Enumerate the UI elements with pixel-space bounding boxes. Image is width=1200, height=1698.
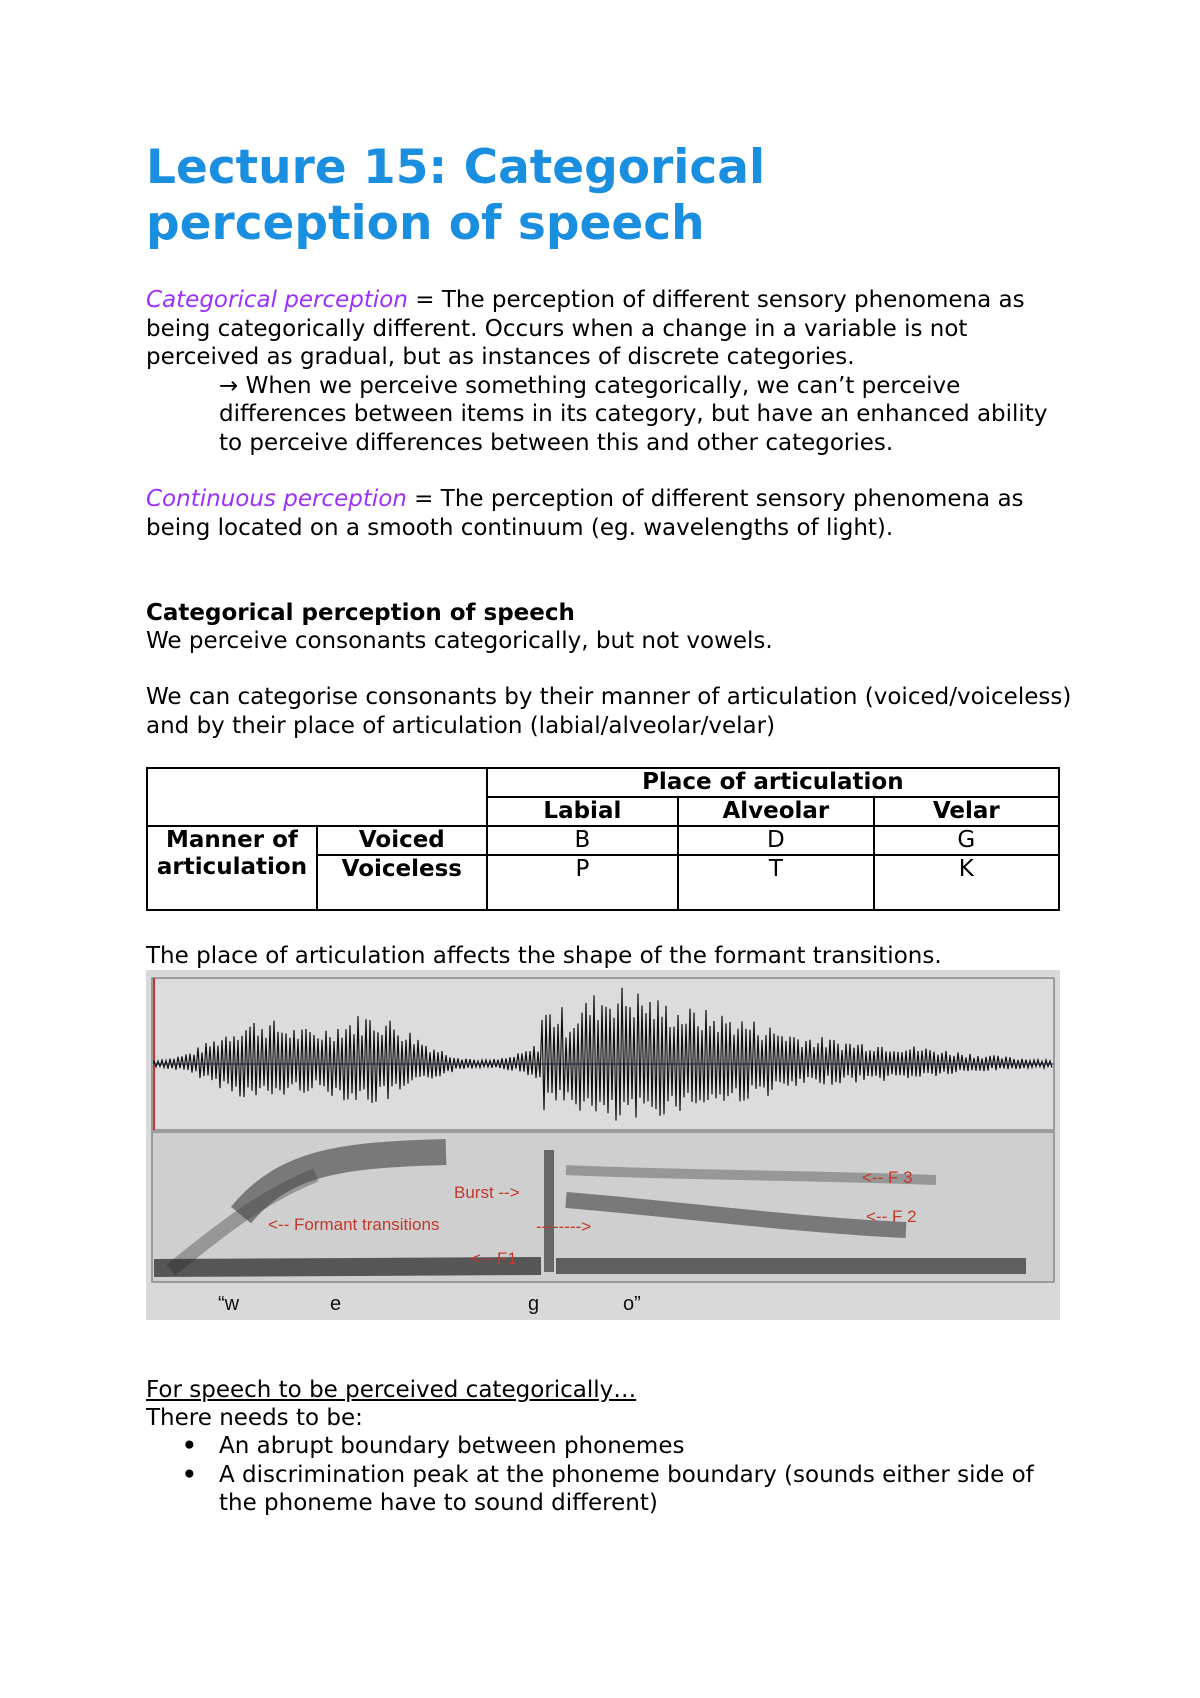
word-label: e	[330, 1293, 342, 1315]
figure-caption: The place of articulation affects the shape of the formant transitions.	[146, 943, 942, 969]
categorical-note	[146, 372, 1076, 458]
burst-bar	[544, 1150, 554, 1272]
word-label: o”	[623, 1293, 641, 1315]
column-header: Labial	[487, 797, 678, 826]
table-cell: D	[678, 826, 874, 855]
list-item: • An abrupt boundary between phonemes	[146, 1432, 1076, 1461]
categorical-note-text: When we perceive something categorically, we can’t perceive differences between items in its category, but have an enhanced ability to perceive differences between this and other categories.	[219, 372, 1048, 456]
row-label: Voiceless	[317, 855, 487, 910]
speech-spectrogram-figure	[146, 970, 1060, 1320]
word-label: g	[528, 1293, 540, 1315]
section-heading: Categorical perception of speech	[146, 600, 575, 626]
continuous-definition	[146, 485, 1076, 542]
categorical-definition	[146, 286, 1076, 457]
f1-label: <-- F1	[471, 1249, 517, 1268]
requirements-intro: There needs to be:	[146, 1405, 363, 1431]
formant-transitions-label: <-- Formant transitions	[268, 1215, 440, 1234]
table-cell: B	[487, 826, 678, 855]
table-cell: P	[487, 855, 678, 910]
arrow-icon: →	[219, 372, 239, 399]
word-label: “w	[218, 1293, 240, 1315]
table-row	[147, 768, 1059, 797]
f3-label: <-- F 3	[862, 1168, 913, 1187]
table-cell: K	[874, 855, 1059, 910]
formant-transitions-arrow: -------->	[536, 1217, 592, 1236]
list-item: • A discrimination peak at the phoneme boundary (sounds either side of the phoneme have to sound different)	[146, 1461, 1076, 1518]
burst-label: Burst -->	[454, 1183, 520, 1202]
continuous-term: Continuous perception	[146, 486, 407, 512]
categorical-term: Categorical perception	[146, 287, 408, 313]
categorical-definition-text: = The perception of different sensory phenomena as being categorically different. Occurs when a change in a variable is not perceived as gradual, but as instances of discrete categories.	[146, 287, 1025, 370]
requirements-list	[146, 1432, 1076, 1518]
manner-header: Manner of articulation	[147, 826, 317, 910]
requirements-heading: For speech to be perceived categorically…	[146, 1377, 637, 1403]
table-cell: G	[874, 826, 1059, 855]
articulation-table	[146, 767, 1060, 911]
spectrogram-graphic	[146, 970, 1060, 1320]
title-line-1: Lecture 15: Categorical	[146, 140, 766, 195]
column-header: Alveolar	[678, 797, 874, 826]
table-cell: T	[678, 855, 874, 910]
section-paragraph: We can categorise consonants by their manner of articulation (voiced/voiceless) and by their place of articulation (labial/alveolar/velar)	[146, 684, 1072, 739]
place-header: Place of articulation	[487, 768, 1059, 797]
continuous-definition-text: = The perception of different sensory phenomena as being located on a smooth continuum (eg. wavelengths of light).	[146, 486, 1024, 541]
section-line: We perceive consonants categorically, but not vowels.	[146, 628, 773, 654]
page-title	[146, 140, 765, 252]
row-label: Voiced	[317, 826, 487, 855]
table-corner-cell	[147, 768, 487, 826]
title-line-2: perception of speech	[146, 196, 705, 251]
table-row	[147, 826, 1059, 855]
column-header: Velar	[874, 797, 1059, 826]
f2-label: <-- F 2	[866, 1207, 917, 1226]
